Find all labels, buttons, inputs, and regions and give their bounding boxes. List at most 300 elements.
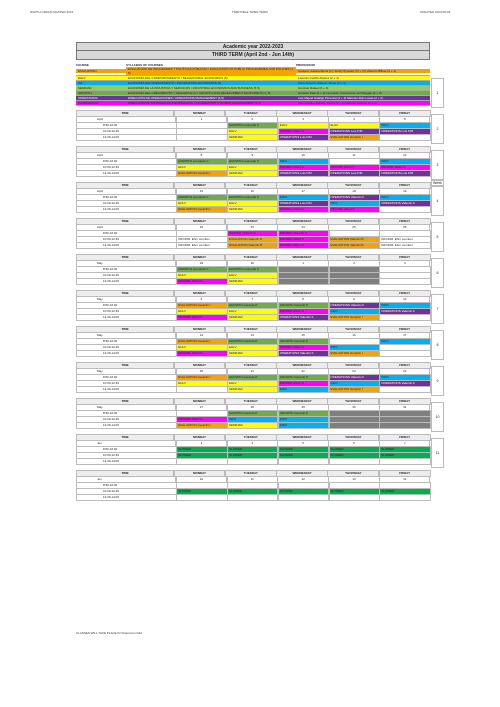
week-number: 8 bbox=[431, 330, 444, 360]
class-cell: SLOWED bbox=[176, 452, 227, 459]
class-cell: EVALUATION Gerardo I bbox=[329, 386, 380, 393]
time-cell: 12:30-14:00 bbox=[76, 170, 177, 177]
time-slot-row bbox=[76, 350, 430, 356]
day-header: MONDAY bbox=[174, 254, 226, 261]
class-cell: EHLV bbox=[176, 200, 227, 207]
course-code: EVALUATION bbox=[76, 69, 126, 73]
class-cell: EHLV bbox=[227, 164, 278, 171]
day-header: MONDAY bbox=[174, 434, 226, 441]
week-number: 7 bbox=[431, 294, 444, 324]
class-cell: SLOWED bbox=[329, 452, 380, 459]
class-cell: OPERATIONS Valentín F bbox=[329, 374, 380, 381]
time-cell: 12:30-14:00 bbox=[76, 134, 177, 141]
class-cell: INFO bbox=[329, 380, 380, 387]
time-header: TIME bbox=[76, 362, 174, 369]
course-code: INF bbox=[76, 81, 126, 85]
date-cell: 9 bbox=[227, 152, 278, 159]
date-cell: 27 bbox=[176, 404, 227, 411]
time-cell: 10:00-12:30 bbox=[76, 380, 177, 387]
class-cell bbox=[176, 494, 227, 501]
date-cell: 11 bbox=[227, 476, 278, 483]
class-cell: INFO bbox=[278, 158, 329, 165]
class-cell: INFO bbox=[329, 344, 380, 351]
class-cell: INFO bbox=[379, 302, 430, 309]
class-cell: EVALUATION Valentín B bbox=[227, 236, 278, 243]
week-block bbox=[76, 326, 430, 356]
day-header: WEDNESDAY bbox=[276, 182, 328, 189]
date-cell: 23 bbox=[227, 224, 278, 231]
day-header: THURSDAY bbox=[327, 110, 379, 117]
week-block bbox=[76, 146, 430, 176]
week-number: 3 bbox=[431, 150, 444, 180]
time-slot-row bbox=[76, 458, 430, 464]
class-cell: INFO bbox=[278, 422, 329, 429]
time-header: TIME bbox=[76, 146, 174, 153]
day-header: MONDAY bbox=[174, 146, 226, 153]
day-header: THURSDAY bbox=[327, 362, 379, 369]
week-block bbox=[76, 110, 430, 140]
class-cell: INFORM. Albert S bbox=[278, 344, 329, 351]
day-header: TUESDAY bbox=[225, 218, 277, 225]
class-cell bbox=[379, 422, 430, 429]
date-cell: 10 bbox=[379, 296, 430, 303]
date-cell: 22 bbox=[277, 368, 328, 375]
class-cell: EVALUATION Gerardo I bbox=[176, 206, 227, 213]
class-cell: EHLV bbox=[227, 380, 278, 387]
date-cell: 26 bbox=[379, 224, 430, 231]
week-grid bbox=[76, 470, 430, 500]
class-cell: INFORM. Valentín C bbox=[278, 230, 329, 237]
class-cell: OPERATIONS Luis F/M bbox=[329, 170, 380, 177]
class-cell: INFO bbox=[379, 338, 430, 345]
class-cell: INFORM. Albert S bbox=[278, 242, 329, 249]
day-header: FRIDAY bbox=[379, 254, 431, 261]
time-cell: 12:30-14:00 bbox=[76, 386, 177, 393]
course-list bbox=[76, 67, 430, 106]
date-cell: 29 bbox=[176, 260, 227, 267]
date-cell: 10 bbox=[176, 476, 227, 483]
day-header: TUESDAY bbox=[225, 110, 277, 117]
class-cell: EVALUATION Gerardo I bbox=[176, 338, 227, 345]
date-cell: 5 bbox=[277, 440, 328, 447]
time-cell: 12:30-14:00 bbox=[76, 278, 177, 285]
class-cell: EVALUATION Gerardo I bbox=[176, 302, 227, 309]
timetable-document bbox=[76, 42, 430, 506]
course-row bbox=[76, 67, 430, 76]
time-header: TIME bbox=[76, 290, 174, 297]
date-cell: 24 bbox=[379, 368, 430, 375]
course-syllabus: ECONOMÍA DEL CRECIMIENTO Y DESARROLLO / GROWTH AND DEVELOPMENT ECONOMICS (1, 5) bbox=[126, 91, 296, 95]
month-label: Jun bbox=[76, 440, 176, 447]
date-cell: 1 bbox=[277, 260, 328, 267]
time-header: TIME bbox=[76, 326, 174, 333]
day-header: WEDNESDAY bbox=[276, 254, 328, 261]
class-cell: OPERATIONS Valentín F bbox=[329, 302, 380, 309]
time-cell: 10:00-12:30 bbox=[76, 200, 177, 207]
time-cell: 8:50-10:00 bbox=[76, 410, 177, 417]
class-cell: GROWTH Gerardo P bbox=[227, 374, 278, 381]
class-cell: OPERATIONS Luis F/M bbox=[278, 134, 329, 141]
class-cell: INFORM. Albert S bbox=[278, 380, 329, 387]
class-cell: SEMINAR bbox=[227, 134, 278, 141]
class-cell: GROWTH Leonardo C bbox=[227, 194, 278, 201]
time-cell: 10:00-12:30 bbox=[76, 308, 177, 315]
class-cell bbox=[176, 386, 227, 393]
time-slot-row bbox=[76, 170, 430, 176]
time-header: TIME bbox=[76, 110, 174, 117]
class-cell: EVALUATION Gerardo I bbox=[176, 374, 227, 381]
week-number: 6 bbox=[431, 258, 444, 288]
class-cell bbox=[278, 494, 329, 501]
header-right: UPDATED 2023-05-04 bbox=[420, 10, 451, 14]
week-grid bbox=[76, 254, 430, 284]
course-code: OPERATIONS bbox=[76, 96, 126, 100]
class-cell bbox=[379, 314, 430, 321]
course-syllabus: ECONOMÍA DEL COMPORTAMIENTO / BEHAVIOURAL ECONOMICS (5) bbox=[126, 76, 296, 80]
time-header: TIME bbox=[76, 398, 174, 405]
day-header: WEDNESDAY bbox=[276, 326, 328, 333]
month-label: April bbox=[76, 116, 176, 123]
class-cell: SLOWED bbox=[379, 446, 430, 453]
class-cell bbox=[379, 386, 430, 393]
time-header: TIME bbox=[76, 470, 174, 477]
class-cell: INFORM. Albert S bbox=[176, 278, 227, 285]
day-header: FRIDAY bbox=[379, 362, 431, 369]
time-cell: 8:50-10:00 bbox=[76, 446, 177, 453]
class-cell: EHLV bbox=[227, 308, 278, 315]
week-number: 2 bbox=[431, 114, 444, 144]
date-cell: 11 bbox=[328, 152, 379, 159]
class-cell: OPERATIONS Valentín F bbox=[379, 200, 430, 207]
time-cell: 8:50-10:00 bbox=[76, 338, 177, 345]
week-grid bbox=[76, 110, 430, 140]
week-number: 1 bbox=[431, 78, 444, 108]
day-header: TUESDAY bbox=[225, 434, 277, 441]
class-cell bbox=[379, 134, 430, 141]
month-label: May bbox=[76, 332, 176, 339]
day-header: TUESDAY bbox=[225, 146, 277, 153]
day-header: THURSDAY bbox=[327, 146, 379, 153]
class-cell: EHLV bbox=[176, 164, 227, 171]
time-header: TIME bbox=[76, 434, 174, 441]
date-cell: 19 bbox=[379, 188, 430, 195]
day-header: WEDNESDAY bbox=[276, 470, 328, 477]
day-header: TUESDAY bbox=[225, 362, 277, 369]
class-cell: GROWTH Gerardo P bbox=[278, 410, 329, 417]
date-cell: 16 bbox=[328, 332, 379, 339]
time-cell: 12:30-14:00 bbox=[76, 458, 177, 465]
time-cell: 10:00-12:30 bbox=[76, 236, 177, 243]
class-cell: GROWTH Gerardo P bbox=[278, 338, 329, 345]
class-cell: INFORM. Ehm member bbox=[379, 236, 430, 243]
class-cell: EHLV bbox=[227, 272, 278, 279]
class-cell bbox=[227, 494, 278, 501]
month-label: May bbox=[76, 296, 176, 303]
class-cell: INFORM. Albert S bbox=[176, 350, 227, 357]
date-cell: 18 bbox=[328, 188, 379, 195]
class-cell: SLOWED bbox=[278, 452, 329, 459]
time-header: TIME bbox=[76, 218, 174, 225]
class-cell: SEMINAR bbox=[227, 278, 278, 285]
course-syllabus: DIRECCIÓN DE OPERACIONES / OPERATIONS MANAGEMENT (4.5) bbox=[126, 96, 296, 100]
day-header: FRIDAY bbox=[379, 146, 431, 153]
course-professor: Albert Felipe Gallego Sierra (2 + 4) Valentín Ernesto (2 + 4) bbox=[296, 101, 430, 105]
professor-col-header: PROFESSOR bbox=[296, 63, 315, 67]
time-cell: 8:50-10:00 bbox=[76, 266, 177, 273]
week-schedule bbox=[76, 110, 430, 500]
class-cell: SLOWED bbox=[227, 446, 278, 453]
class-cell: SLOWED bbox=[278, 488, 329, 495]
day-header: TUESDAY bbox=[225, 182, 277, 189]
day-header: FRIDAY bbox=[379, 218, 431, 225]
day-header: THURSDAY bbox=[327, 326, 379, 333]
date-cell: 15 bbox=[277, 332, 328, 339]
page-subtitle: THIRD TERM (April 2nd - Jun 14th) bbox=[76, 51, 430, 60]
day-header: MONDAY bbox=[174, 398, 226, 405]
footer-note: CLASSES WILL TAKE PLACE IN Classroom D12 bbox=[76, 631, 142, 635]
class-cell: EVALUATION Valentín B bbox=[329, 236, 380, 243]
day-header: WEDNESDAY bbox=[276, 146, 328, 153]
week-grid bbox=[76, 434, 430, 464]
class-cell: GROWTH Gerardo P bbox=[278, 374, 329, 381]
class-cell bbox=[176, 134, 227, 141]
day-header: THURSDAY bbox=[327, 182, 379, 189]
week-grid bbox=[76, 290, 430, 320]
class-cell: SEMINAR bbox=[227, 422, 278, 429]
month-label: May bbox=[76, 260, 176, 267]
date-cell: 14 bbox=[379, 476, 430, 483]
class-cell bbox=[379, 350, 430, 357]
class-cell: INFORM. Albert S bbox=[176, 314, 227, 321]
class-cell: SLOWED bbox=[227, 488, 278, 495]
course-syllabus: ECONOMÍA DEL PRESUPUESTO / INFORMATION ECONOMICS (5) bbox=[126, 81, 296, 85]
class-cell: OPERATIONS Valentín F bbox=[278, 314, 329, 321]
day-header: WEDNESDAY bbox=[276, 110, 328, 117]
time-slot-row bbox=[76, 386, 430, 392]
time-slot-row bbox=[76, 314, 430, 320]
class-cell bbox=[379, 278, 430, 285]
week-block bbox=[76, 470, 430, 500]
class-cell: EVALUATION Gerardo I bbox=[329, 350, 380, 357]
date-cell: 17 bbox=[277, 188, 328, 195]
class-cell: INFO bbox=[329, 200, 380, 207]
time-slot-row bbox=[76, 206, 430, 212]
class-cell: GROWTH Leonardo C bbox=[227, 266, 278, 273]
time-header: TIME bbox=[76, 182, 174, 189]
date-cell: 3 bbox=[176, 440, 227, 447]
class-cell: SLOWED bbox=[176, 488, 227, 495]
class-cell: SEMINAR bbox=[227, 386, 278, 393]
class-cell: INFORM. Ehm member bbox=[379, 242, 430, 249]
date-cell: 16 bbox=[227, 188, 278, 195]
day-header: THURSDAY bbox=[327, 434, 379, 441]
day-header: MONDAY bbox=[174, 470, 226, 477]
class-cell bbox=[329, 278, 380, 285]
class-cell: INFORM. Albert S bbox=[329, 164, 380, 171]
date-cell: 12 bbox=[379, 152, 430, 159]
date-cell: 2 bbox=[328, 260, 379, 267]
class-cell: GROWTH Leonardo C bbox=[227, 122, 278, 129]
class-cell: GROWTH Gerardo P bbox=[227, 410, 278, 417]
class-cell: GROWTH Leonardo C bbox=[176, 266, 227, 273]
course-professor: Gustavo Isabela Elena (1) / Emily Bywater (3) + (3) Valentín Bilbao (2 + 4) bbox=[296, 69, 430, 73]
time-cell: 12:30-14:00 bbox=[76, 422, 177, 429]
course-code: SEMINAR bbox=[76, 86, 126, 90]
class-cell: SEMINAR bbox=[227, 314, 278, 321]
class-cell: INFO bbox=[379, 122, 430, 129]
date-cell: 24 bbox=[277, 224, 328, 231]
class-cell: GROWTH Gerardo P bbox=[278, 302, 329, 309]
date-cell: 17 bbox=[379, 332, 430, 339]
course-professor: Lorenzo Cecilio Alvarez (2 + 4) bbox=[296, 76, 430, 80]
class-cell: EHLV bbox=[227, 344, 278, 351]
time-cell: 8:50-10:00 bbox=[76, 302, 177, 309]
class-cell: INFORM. Albert S bbox=[278, 164, 329, 171]
class-cell: SEMINAR bbox=[227, 170, 278, 177]
day-header: THURSDAY bbox=[327, 290, 379, 297]
date-cell: 22 bbox=[176, 224, 227, 231]
class-cell bbox=[379, 458, 430, 465]
day-header: MONDAY bbox=[174, 326, 226, 333]
day-header: WEDNESDAY bbox=[276, 218, 328, 225]
day-header: WEDNESDAY bbox=[276, 290, 328, 297]
week-block bbox=[76, 434, 430, 464]
week-block bbox=[76, 218, 430, 248]
day-header: THURSDAY bbox=[327, 398, 379, 405]
week-column-header: Week bbox=[431, 180, 444, 186]
class-cell bbox=[379, 494, 430, 501]
course-professor: Gonzalo Rafael (2 + 4) bbox=[296, 86, 430, 90]
class-cell: INFO bbox=[278, 194, 329, 201]
week-grid bbox=[76, 182, 430, 212]
time-cell: 8:50-10:00 bbox=[76, 122, 177, 129]
class-cell: OPERATIONS Luis F/M bbox=[329, 128, 380, 135]
class-cell: EHLV bbox=[278, 122, 329, 129]
course-professor: Gerardo Paul (2 + 3) Leonardo Crecimiento del Reggae (2 + 3) bbox=[296, 91, 430, 95]
date-cell: 25 bbox=[328, 224, 379, 231]
class-cell: INFORM. Albert S bbox=[329, 206, 380, 213]
course-syllabus: DIRECCIÓN DE SISTEMAS DE INFORMACIÓN / INFORMATION SYSTEMS MANAGEMENT (4.5) bbox=[126, 101, 296, 105]
date-cell: 29 bbox=[277, 404, 328, 411]
course-code: GROWTH bbox=[76, 91, 126, 95]
day-header: THURSDAY bbox=[327, 254, 379, 261]
date-cell: 28 bbox=[227, 404, 278, 411]
day-header: FRIDAY bbox=[379, 182, 431, 189]
date-cell: 31 bbox=[379, 404, 430, 411]
time-cell: 8:50-10:00 bbox=[76, 374, 177, 381]
course-col-header: COURSE bbox=[76, 63, 89, 67]
week-grid bbox=[76, 362, 430, 392]
date-cell: 8 bbox=[176, 152, 227, 159]
day-header: MONDAY bbox=[174, 218, 226, 225]
class-cell: EHLV bbox=[176, 308, 227, 315]
date-cell: 4 bbox=[328, 116, 379, 123]
time-cell: 10:00-12:30 bbox=[76, 164, 177, 171]
date-cell: 1 bbox=[176, 116, 227, 123]
class-cell: EVALUATION Gerardo I bbox=[176, 422, 227, 429]
header-left: NORTH GROUP MASTER 2022 bbox=[30, 10, 74, 14]
day-header: THURSDAY bbox=[327, 218, 379, 225]
class-cell: GROWTH Leonardo C bbox=[176, 194, 227, 201]
class-cell: SLOWED bbox=[379, 488, 430, 495]
day-header: FRIDAY bbox=[379, 290, 431, 297]
date-cell: 23 bbox=[328, 368, 379, 375]
time-slot-row bbox=[76, 134, 430, 140]
class-cell: EHLV bbox=[227, 128, 278, 135]
class-cell: INFORM. Ehm member bbox=[176, 236, 227, 243]
time-cell: 8:50-10:00 bbox=[76, 158, 177, 165]
class-cell: EHLV bbox=[227, 200, 278, 207]
month-label: April bbox=[76, 188, 176, 195]
course-table-header bbox=[76, 60, 430, 67]
class-cell bbox=[227, 458, 278, 465]
class-cell: EHLV bbox=[176, 380, 227, 387]
date-cell: 14 bbox=[227, 332, 278, 339]
date-cell: 3 bbox=[277, 116, 328, 123]
month-label: April bbox=[76, 152, 176, 159]
week-number: 4 bbox=[431, 186, 444, 216]
day-header: WEDNESDAY bbox=[276, 362, 328, 369]
class-cell bbox=[278, 278, 329, 285]
class-cell: SLOWED bbox=[329, 488, 380, 495]
day-header: FRIDAY bbox=[379, 398, 431, 405]
class-cell: EVALUATION Gerardo I bbox=[329, 134, 380, 141]
class-cell: OPERATIONS Valentín F bbox=[329, 194, 380, 201]
month-label: May bbox=[76, 404, 176, 411]
week-number: 9 bbox=[431, 366, 444, 396]
week-grid bbox=[76, 398, 430, 428]
time-cell: 10:00-12:30 bbox=[76, 128, 177, 135]
time-header: TIME bbox=[76, 254, 174, 261]
week-block bbox=[76, 182, 430, 212]
time-cell: 12:30-14:00 bbox=[76, 314, 177, 321]
day-header: MONDAY bbox=[174, 110, 226, 117]
class-cell bbox=[278, 458, 329, 465]
date-cell: 5 bbox=[379, 116, 430, 123]
date-cell: 3 bbox=[379, 260, 430, 267]
date-cell: 4 bbox=[227, 440, 278, 447]
class-cell: SLOWED bbox=[379, 452, 430, 459]
class-cell: INFORM. Valentín C bbox=[227, 230, 278, 237]
course-professor: Irene Antonio Valentín Jaime (2 + 4) bbox=[296, 81, 430, 85]
class-cell: INFO bbox=[278, 416, 329, 423]
class-cell: INFORM. Albert S bbox=[379, 164, 430, 171]
class-cell: SLOWED bbox=[278, 446, 329, 453]
class-cell: INFO bbox=[379, 374, 430, 381]
day-header: TUESDAY bbox=[225, 290, 277, 297]
time-slot-row bbox=[76, 494, 430, 500]
date-cell: 9 bbox=[328, 296, 379, 303]
time-cell: 12:30-14:00 bbox=[76, 350, 177, 357]
class-cell bbox=[329, 458, 380, 465]
class-cell: GROWTH Gerardo P bbox=[227, 338, 278, 345]
week-grid bbox=[76, 326, 430, 356]
week-block bbox=[76, 398, 430, 428]
date-cell: 12 bbox=[277, 476, 328, 483]
class-cell: INFO bbox=[227, 416, 278, 423]
time-cell: 12:30-14:00 bbox=[76, 206, 177, 213]
month-label: April bbox=[76, 224, 176, 231]
day-header: WEDNESDAY bbox=[276, 434, 328, 441]
class-cell: SEMINAR bbox=[227, 206, 278, 213]
class-cell: GROWTH Gerardo P bbox=[227, 302, 278, 309]
class-cell: SEMINAR bbox=[227, 350, 278, 357]
class-cell: OPERATIONS Luis F/M bbox=[278, 170, 329, 177]
week-number: 11 bbox=[431, 438, 444, 468]
date-cell: 21 bbox=[227, 368, 278, 375]
week-block bbox=[76, 290, 430, 320]
date-cell: 7 bbox=[379, 440, 430, 447]
